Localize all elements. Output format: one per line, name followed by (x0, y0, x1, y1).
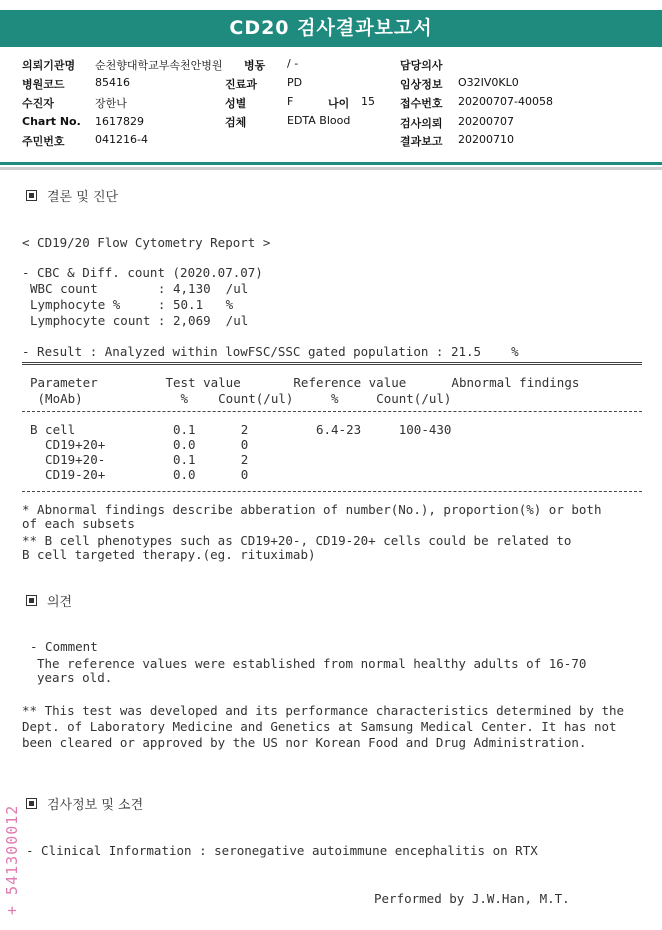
section-box-icon (26, 595, 37, 606)
cbc-title: - CBC & Diff. count (2020.07.07) (22, 265, 263, 280)
hospcode-value: 85416 (95, 76, 130, 89)
id-label: 주민번호 (22, 135, 65, 148)
side-barcode-number: + 541300012 (3, 804, 21, 915)
table-row: CD19+20- 0.1 2 (30, 452, 249, 467)
result-line: - Result : Analyzed within lowFSC/SSC gated population : 21.5 % (22, 344, 519, 359)
table-header: (MoAb) % Count(/ul) % Count(/ul) (30, 391, 452, 406)
report-label: 결과보고 (400, 135, 443, 148)
dashed-rule (22, 411, 642, 412)
disclaimer-line: been cleared or approved by the US nor Korean Food and Drug Administration. (22, 735, 587, 750)
institution-value: 순천향대학교부속천안병원 (95, 59, 223, 72)
request-label: 검사의뢰 (400, 117, 443, 130)
ward-label: 병동 (244, 59, 266, 72)
comment-line: years old. (37, 670, 113, 685)
name-value: 장한나 (95, 97, 127, 110)
section-box-icon (26, 798, 37, 809)
report-title: CD20 검사결과보고서 (0, 10, 662, 47)
testinfo-section-heading: 검사정보 및 소견 (26, 794, 143, 813)
table-header: Parameter Test value Reference value Abnormal findings (30, 375, 580, 390)
specimen-value: EDTA Blood (287, 114, 351, 127)
age-label: 나이 (328, 97, 350, 110)
cbc-row: WBC count : 4,130 /ul (30, 281, 249, 296)
cbc-row: Lymphocyte % : 50.1 % (30, 297, 234, 312)
sex-label: 성별 (225, 97, 247, 110)
conclusion-section-heading: 결론 및 진단 (26, 186, 118, 205)
section-box-icon (26, 190, 37, 201)
age-value: 15 (361, 95, 375, 108)
disclaimer-line: Dept. of Laboratory Medicine and Genetics at Samsung Medical Center. It has not (22, 719, 617, 734)
id-value: 041216-4 (95, 133, 148, 146)
clinical-value: O32IV0KL0 (458, 76, 519, 89)
name-label: 수진자 (22, 97, 54, 110)
clinical-information: - Clinical Information : seronegative autoimmune encephalitis on RTX (26, 843, 538, 858)
header-divider (0, 162, 662, 165)
specimen-label: 검체 (225, 116, 247, 129)
performed-by: Performed by J.W.Han, M.T. (374, 891, 570, 906)
doctor-label: 담당의사 (400, 59, 443, 72)
clinical-label: 임상정보 (400, 78, 443, 91)
dept-value: PD (287, 76, 303, 89)
double-rule (22, 362, 642, 365)
report-subtitle: < CD19/20 Flow Cytometry Report > (22, 235, 271, 250)
sex-value: F (287, 95, 294, 108)
footnote: * Abnormal findings describe abberation of number(No.), proportion(%) or both (22, 502, 602, 517)
chart-label: Chart No. (22, 115, 81, 128)
request-value: 20200707 (458, 115, 514, 128)
opinion-section-heading: 의견 (26, 591, 72, 610)
table-row: B cell 0.1 2 6.4-23 100-430 (30, 422, 452, 437)
ward-value: / - (287, 57, 299, 70)
table-row: CD19+20+ 0.0 0 (30, 437, 249, 452)
hospcode-label: 병원코드 (22, 78, 65, 91)
chart-value: 1617829 (95, 115, 144, 128)
disclaimer-line: ** This test was developed and its performance characteristics determined by the (22, 703, 625, 718)
comment-line: The reference values were established from normal healthy adults of 16-70 (37, 656, 587, 671)
footnote: B cell targeted therapy.(eg. rituximab) (22, 547, 316, 562)
comment-title: - Comment (30, 639, 98, 654)
report-value: 20200710 (458, 133, 514, 146)
receipt-label: 접수번호 (400, 97, 443, 110)
institution-label: 의뢰기관명 (22, 59, 76, 72)
cbc-row: Lymphocyte count : 2,069 /ul (30, 313, 249, 328)
header-shadow (0, 167, 662, 170)
dept-label: 진료과 (225, 78, 257, 91)
dashed-rule (22, 491, 642, 492)
table-row: CD19-20+ 0.0 0 (30, 467, 249, 482)
footnote: ** B cell phenotypes such as CD19+20-, CD19-20+ cells could be related to (22, 533, 572, 548)
footnote: of each subsets (22, 516, 135, 531)
receipt-value: 20200707-40058 (458, 95, 553, 108)
